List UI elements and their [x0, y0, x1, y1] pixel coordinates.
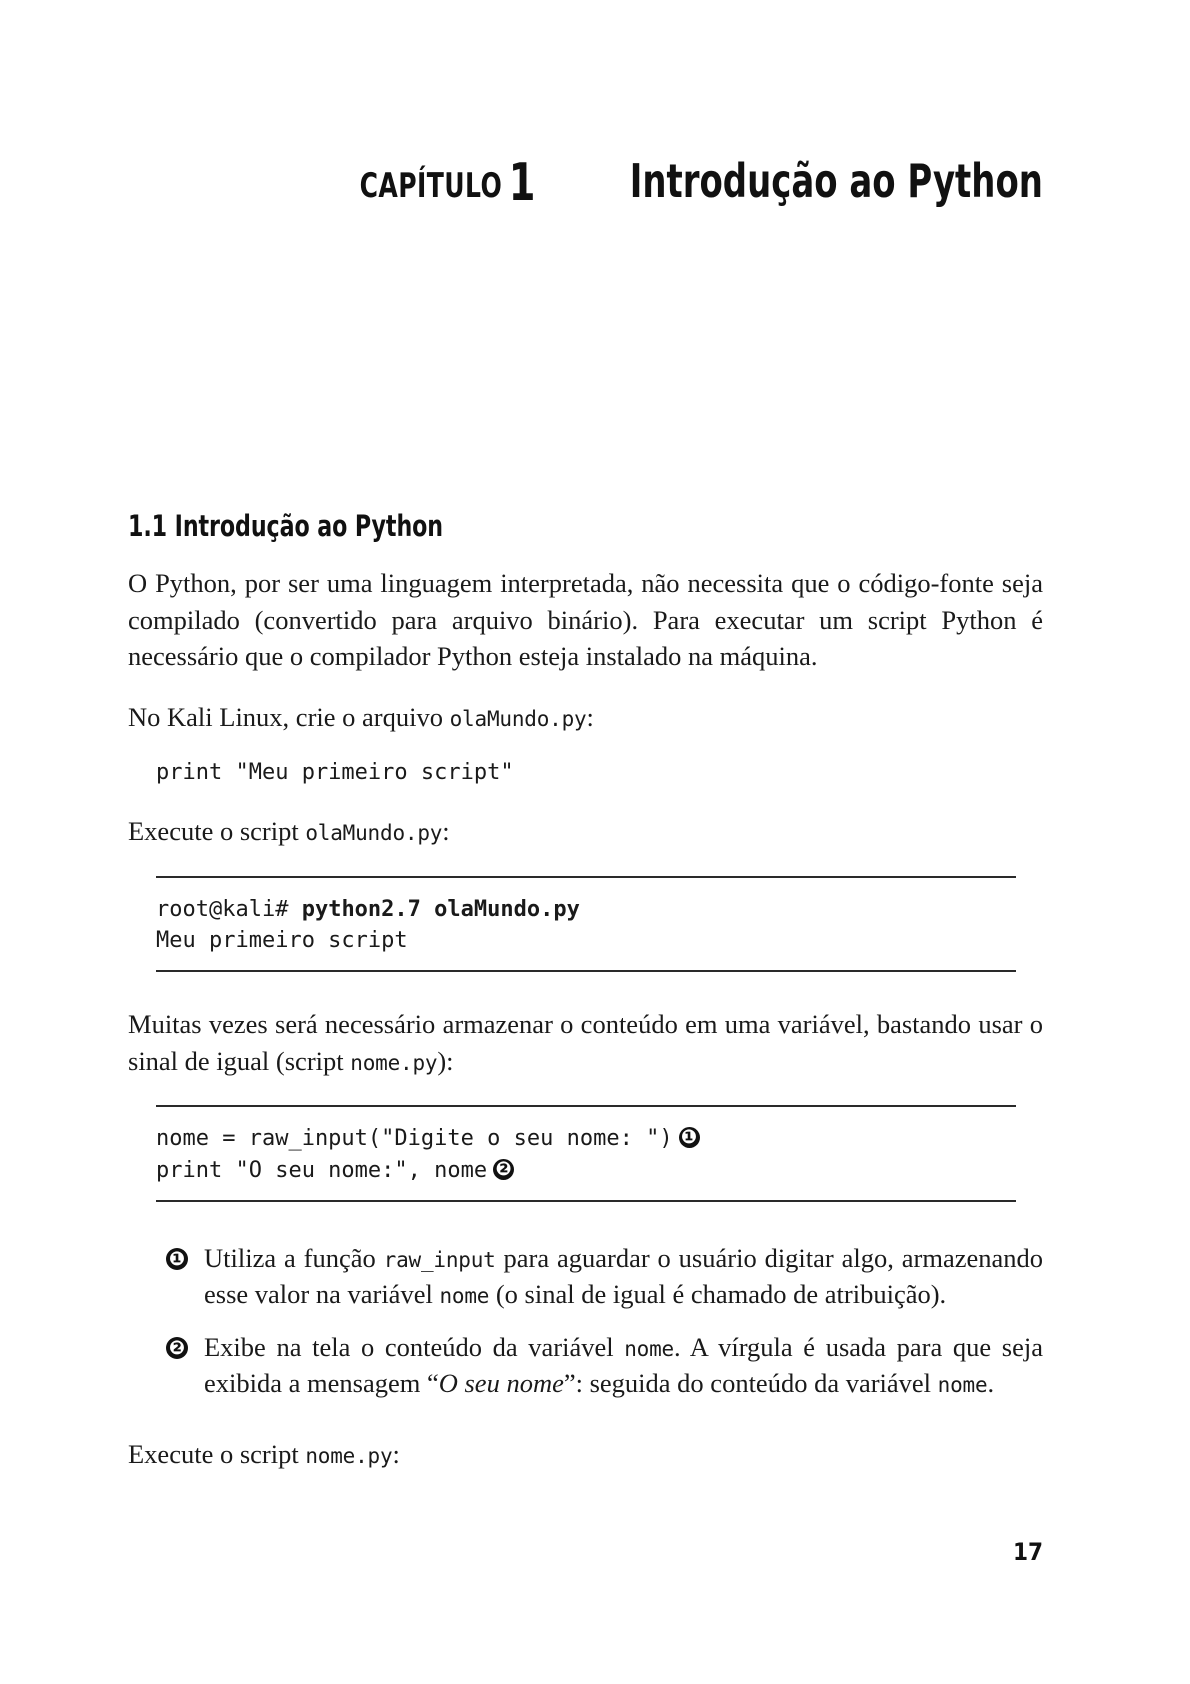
- chapter-number: 1: [508, 153, 536, 213]
- callout-text-2: [204, 1329, 1043, 1402]
- run-nome-prefix: Execute o script: [128, 1439, 306, 1470]
- content-column: [128, 0, 1043, 1473]
- script-code-block: [156, 1105, 1016, 1201]
- terminal-output-line: Meu primeiro script: [156, 927, 408, 953]
- run-nome-paragraph: [128, 1436, 1043, 1473]
- callout-bullet-1: ❶: [166, 1248, 188, 1270]
- run-nome-code: nome.py: [305, 1444, 393, 1469]
- list-item: [128, 1240, 1043, 1313]
- chapter-eyebrow: [359, 153, 536, 213]
- create-file-paragraph: [128, 699, 1043, 736]
- variable-paragraph: [128, 1006, 1043, 1079]
- script-line-1: [156, 1123, 1016, 1154]
- callout-2-part4: .: [987, 1368, 995, 1399]
- run-ola-prefix: Execute o script: [128, 816, 306, 847]
- variable-prefix: Muitas vezes será necessário armazenar o conteúdo em uma variável, bastando usar o sinal de igual (script: [128, 1009, 1043, 1076]
- chapter-header: [128, 125, 1043, 213]
- callout-2-code-1: nome: [624, 1336, 674, 1361]
- callout-2-part1: Exibe na tela o conteúdo da variável: [204, 1331, 625, 1362]
- callout-marker-1: ❶: [679, 1127, 700, 1148]
- callout-1-code-2: nome: [439, 1284, 490, 1309]
- create-file-code: olaMundo.py: [449, 706, 587, 731]
- callout-1-part2: para aguardar o usuário digitar algo, armazenando esse valor na variável: [204, 1242, 1043, 1310]
- page-number: 17: [1012, 1538, 1043, 1566]
- code-plain-block: print "Meu primeiro script": [156, 760, 514, 786]
- script-line-1-text: nome = raw_input("Digite o seu nome: "): [156, 1126, 673, 1152]
- variable-suffix: ):: [437, 1045, 454, 1076]
- callout-2-part3: ”: seguida do conteúdo da variável: [563, 1368, 938, 1399]
- callout-1-code-1: raw_input: [383, 1247, 496, 1272]
- callout-text-1: [204, 1240, 1043, 1313]
- callout-2-part2: . A vírgula é usada para que seja exibida a mensagem “: [204, 1331, 1043, 1399]
- callout-list: [128, 1240, 1043, 1402]
- terminal-prompt: root@kali#: [156, 896, 302, 922]
- create-file-prefix: No Kali Linux, crie o arquivo: [128, 701, 450, 732]
- script-line-2: [156, 1155, 1016, 1186]
- chapter-title: Introdução ao Python: [629, 154, 1043, 208]
- create-file-suffix: :: [586, 701, 594, 732]
- list-item: [128, 1329, 1043, 1402]
- chapter-eyebrow-label: CAPÍTULO: [359, 166, 502, 206]
- callout-2-code-2: nome: [937, 1373, 988, 1398]
- callout-1-part1: Utiliza a função: [204, 1242, 384, 1273]
- callout-1-part3: (o sinal de igual é chamado de atribuição).: [489, 1279, 947, 1310]
- terminal-command-line: [156, 894, 1016, 925]
- script-line-2-text: print "O seu nome:", nome: [156, 1157, 488, 1183]
- callout-marker-2: ❷: [493, 1159, 514, 1180]
- run-ola-code: olaMundo.py: [305, 821, 443, 846]
- variable-code: nome.py: [350, 1050, 438, 1075]
- callout-bullet-2: ❷: [166, 1337, 188, 1359]
- section-heading: 1.1 Introdução ao Python: [128, 509, 444, 543]
- intro-paragraph: O Python, por ser uma linguagem interpretada, não necessita que o código-fonte seja compilado (convertido para arquivo binário). Para executar um script Python é necessário que o compilador Python esteja instalado na máquina.: [128, 568, 1043, 672]
- run-nome-suffix: :: [392, 1439, 400, 1470]
- run-ola-paragraph: [128, 813, 1043, 850]
- callout-2-italic: O seu nome: [438, 1368, 564, 1399]
- terminal-command: python2.7 olaMundo.py: [301, 896, 580, 922]
- run-ola-suffix: :: [442, 816, 450, 847]
- terminal-output-block: [156, 876, 1016, 972]
